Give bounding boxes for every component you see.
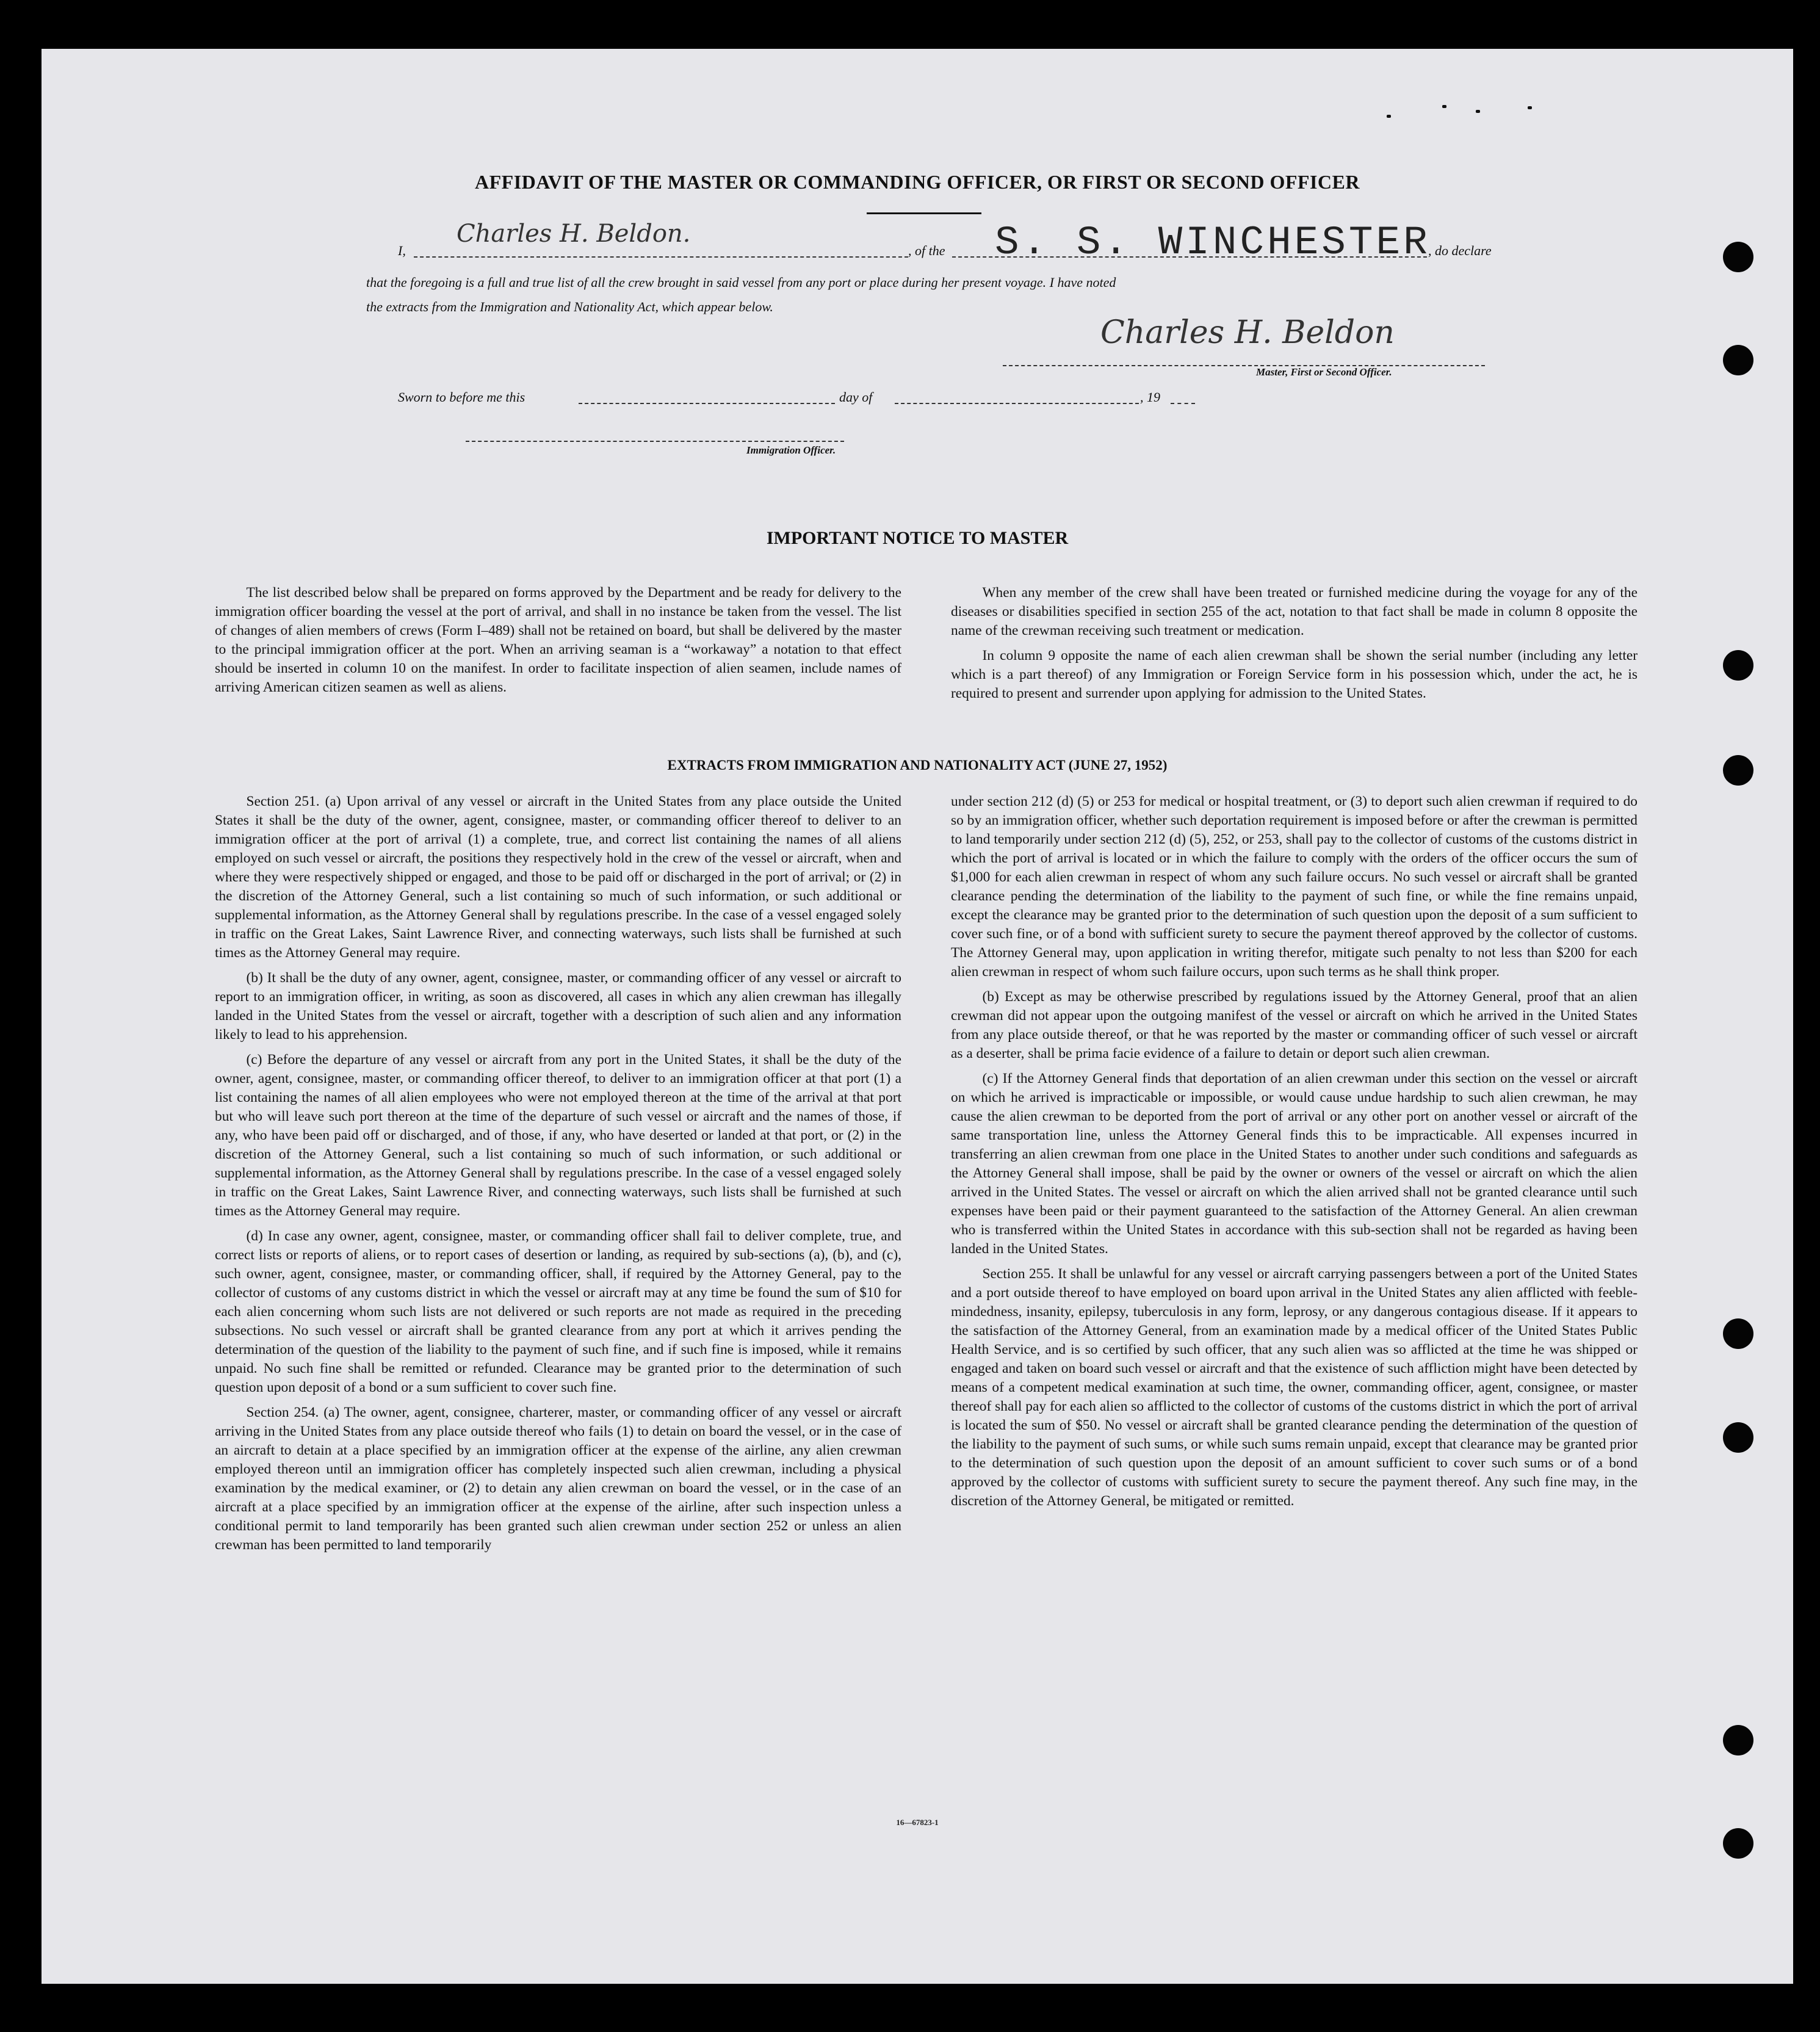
section-254a: Section 254. (a) The owner, agent, consignee, charterer, master, or commanding officer of any vessel or aircraft arriving in the United States from any place outside thereof who fails (1) to detain on board the vessel, or in the case of an aircraft to detain at a place specified by an immigration officer at the expense of the airline, any alien crewman employed thereon until an immigration officer has completely inspected such alien crewman, including a physical examination by the medical examiner, or (2) to detain any alien crewman on board the vessel, or in the case of an aircraft at a place specified by an immigration officer at the expense of the airline, after such inspection unless a conditional permit to land temporarily has been granted such alien crewman under section 252 or unless an alien crewman has been permitted to land temporarily [215,1405,901,1553]
affidavit-title: AFFIDAVIT OF THE MASTER OR COMMANDING OFFICER, OR FIRST OR SECOND OFFICER [475,171,1360,193]
notice-paragraph: When any member of the crew shall have been treated or furnished medicine during the voyage for any of the diseases or disabilities specified in section 255 of the act, notation to that fact shall be made in column 8 opposite the name of the crewman receiving such treatment or medication. [951,585,1638,638]
section-254b: (b) Except as may be otherwise prescribed by regulations issued by the Attorney General, proof that an alien crewman did not appear upon the outgoing manifest of the vessel or aircraft on which he arrived in the United States from any place outside thereof, or that he was reported by the master or commanding officer of such vessel or aircraft as a deserter, shall be prima facie evidence of a failure to detain or deport such alien crewman. [951,989,1638,1061]
section-254c: (c) If the Attorney General finds that deportation of an alien crewman under this section on the vessel or aircraft on which he arrived is impracticable or impossible, or would cause undue hardship to such alien crewman, he may cause the alien crewman to be deported from the port of arrival or any other port on another vessel or aircraft of the same transportation line, unless the Attorney General finds this to be impracticable. All expenses incurred in transferring an alien crewman from one place in the United States to another under such conditions and safeguards as the Attorney General shall impose, shall be paid by the owner or owners of the vessel or aircraft on which the alien arrived in the United States. The vessel or aircraft on which the alien arrived shall not be granted clearance until such expenses have been paid or their payment guaranteed to the satisfaction of the Attorney General. An alien crewman who is transferred within the United States in accordance with this sub-section shall not be regarded as having been landed in the United States. [951,1071,1638,1257]
punch-hole [1723,650,1753,681]
declarant-signature: Charles H. Beldon. [457,220,691,248]
immigration-officer-line [466,441,844,442]
speck-mark [1476,110,1480,113]
do-declare-label: , do declare [1428,243,1492,258]
section-251c: (c) Before the departure of any vessel or aircraft from any port in the United States, it shall be the duty of the owner, agent, consignee, master, or commanding officer thereof, to deliver to an immigration officer at that port (1) a list containing the names of all alien employees who were not employed thereon at the time of the arrival at that port but who will leave such port thereon at the time of the departure of such vessel or aircraft and the names of those, if any, who have been paid off or discharged, and of those, if any, who have deserted or landed at that port, or (2) in the discretion of the Attorney General, such a list containing so much of such information, or such additional or supplemental information, as the Attorney General shall by regulations prescribe. In the case of a vessel engaged solely in traffic on the Great Lakes, Saint Lawrence River, and connecting waterways, such lists shall be furnished at such times as the Attorney General may require. [215,1052,901,1219]
section-251a: Section 251. (a) Upon arrival of any vessel or aircraft in the United States from any place outside the United States it shall be the duty of the owner, agent, consignee, master, or commanding officer thereof to deliver to an immigration officer at the port of arrival (1) a complete, true, and correct list containing the names of all aliens employed on such vessel or aircraft, the positions they respectively hold in the crew of the vessel or aircraft, when and where they were respectively shipped or engaged, and those to be paid off or discharged in the port of arrival; or (2) in the discretion of the Attorney General, such a list containing so much of such information, or such additional or supplemental information, as the Attorney General shall by regulations prescribe. In the case of a vessel engaged solely in traffic on the Great Lakes, Saint Lawrence River, and connecting waterways, such lists shall be furnished at such times as the Attorney General may require. [215,794,901,961]
notice-left-column [215,584,901,697]
of-the-label: , of the [908,243,945,258]
title-rule [867,212,981,214]
sworn-label: Sworn to before me this [398,389,525,405]
year-label: , 19 [1140,389,1160,405]
extracts-left-column [215,792,901,1555]
immigration-officer-caption: Immigration Officer. [746,444,836,456]
declaration-line-2: that the foregoing is a full and true list of all the crew brought in said vessel from any port or place during her present voyage. I have noted [366,275,1116,290]
punch-hole [1723,242,1753,272]
punch-hole [1723,1422,1753,1453]
section-251b: (b) It shall be the duty of any owner, agent, consignee, master, or commanding officer of any vessel or aircraft to report to an immigration officer, in writing, as soon as discovered, all cases in which any alien crewman has illegally landed in the United States from the vessel or aircraft, together with a description of such alien and any information likely to lead to his apprehension. [215,970,901,1043]
sworn-year-line [1171,403,1195,404]
sworn-month-line [895,403,1139,404]
section-255: Section 255. It shall be unlawful for any vessel or aircraft carrying passengers between a port of the United States and a port outside thereof to have employed on board upon arrival in the United States any alien afflicted with feeble-mindedness, insanity, epilepsy, tuberculosis in any form, leprosy, or any dangerous contagious disease. If it appears to the satisfaction of the Attorney General, from an examination made by a medical officer of the United States Public Health Service, and is so certified by such officer, that any such alien was so afflicted at the time he was shipped or engaged and taken on board such vessel or aircraft and that the existence of such affliction might have been detected by means of a competent medical examination at such time, the owner, commanding officer, agent, consignee, or master thereof shall pay for each alien so afflicted to the collector of customs of the customs district in which the port of arrival is located the sum of $50. No vessel or aircraft shall be granted clearance pending the determination of the question of the liability to the payment of such sums, or while such sums remain unpaid, except that clearance may be granted prior to the determination of such question upon the deposit of an amount sufficient to cover such sums or of a bond approved by the collector of customs with sufficient surety to secure the payment thereof. Any such fine may, in the discretion of the Attorney General, be mitigated or remitted. [951,1266,1638,1509]
notice-paragraph: In column 9 opposite the name of each alien crewman shall be shown the serial number (including any letter which is a part thereof) of any Immigration or Foreign Service form in his possession which, under the act, he is required to present and surrender upon applying for admission to the United States. [951,648,1638,701]
master-signature-line [1003,365,1485,366]
extracts-heading: EXTRACTS FROM IMMIGRATION AND NATIONALITY ACT (JUNE 27, 1952) [667,757,1168,773]
document-page [42,49,1793,1984]
sworn-day-line [579,403,835,404]
notice-heading: IMPORTANT NOTICE TO MASTER [766,528,1069,548]
punch-hole [1723,1725,1753,1755]
form-number: 16—67823-1 [896,1818,939,1827]
master-signature: Charles H. Beldon [1100,314,1395,351]
master-caption: Master, First or Second Officer. [1256,366,1392,378]
notice-paragraph: The list described below shall be prepared on forms approved by the Department and be ready for delivery to the immigration officer boarding the vessel at the port of arrival, and shall in no instance be taken from the vessel. The list of changes of alien members of crews (Form I–489) shall not be retained on board, but shall be delivered by the master to the principal immigration officer at the port. When an arriving seaman is a “workaway” a notation to that effect should be inserted in column 10 on the manifest. In order to facilitate inspection of alien seamen, include names of arriving American citizen seamen as well as aliens. [215,585,901,695]
section-254a-continued: under section 212 (d) (5) or 253 for medical or hospital treatment, or (3) to deport such alien crewman if required to do so by an immigration officer, whether such deportation requirement is imposed before or after the crewman is permitted to land temporarily under section 212 (d) (5), 252, or 253, shall pay to the collector of customs of the customs district in which the port of arrival is located or in which the failure to comply with the orders of the officer occurs the sum of $1,000 for each alien crewman in respect of whom any such failure occurs. No such vessel or aircraft shall be granted clearance pending the determination of the liability to the payment of such fine, or while the fine remains unpaid, except the clearance may be granted prior to the determination of such question upon the deposit of a sum sufficient to cover such fine, or of a bond with sufficient surety to secure the payment thereof approved by the collector of customs. The Attorney General may, upon application in writing therefor, mitigate such penalty to not less than $200 for each alien crewman in respect of whom such failure occurs, upon such terms as he shall think proper. [951,794,1638,980]
declaration-line-3: the extracts from the Immigration and Nationality Act, which appear below. [366,299,773,314]
extracts-right-column [951,792,1638,1511]
punch-hole [1723,1318,1753,1349]
i-label: I, [398,243,406,258]
punch-hole [1723,345,1753,375]
section-251d: (d) In case any owner, agent, consignee, master, or commanding officer shall fail to deliver complete, true, and correct lists or reports of aliens, or to report cases of desertion or landing, as required by sub-sections (a), (b), and (c), such owner, agent, consignee, master, or commanding officer, shall, if required by the Attorney General, pay to the collector of customs of any customs district in which the vessel or aircraft may at any time be found the sum of $10 for each alien concerning whom such lists are not delivered or such reports are not made as required in the preceding subsections. No such vessel or aircraft shall be granted clearance from any port at which it arrives pending the determination of the question of the liability to the payment of such fine, and if such fine is imposed, while it remains unpaid. No such fine shall be remitted or refunded. Clearance may be granted prior to the determination of such question upon deposit of a bond or a sum sufficient to cover such fine. [215,1228,901,1395]
notice-right-column [951,584,1638,703]
vessel-name: S. S. WINCHESTER [995,220,1431,266]
declarant-name-line [414,256,908,258]
speck-mark [1528,106,1532,109]
day-of-label: day of [839,389,873,405]
speck-mark [1442,105,1446,108]
speck-mark [1387,115,1391,118]
punch-hole [1723,1828,1753,1859]
